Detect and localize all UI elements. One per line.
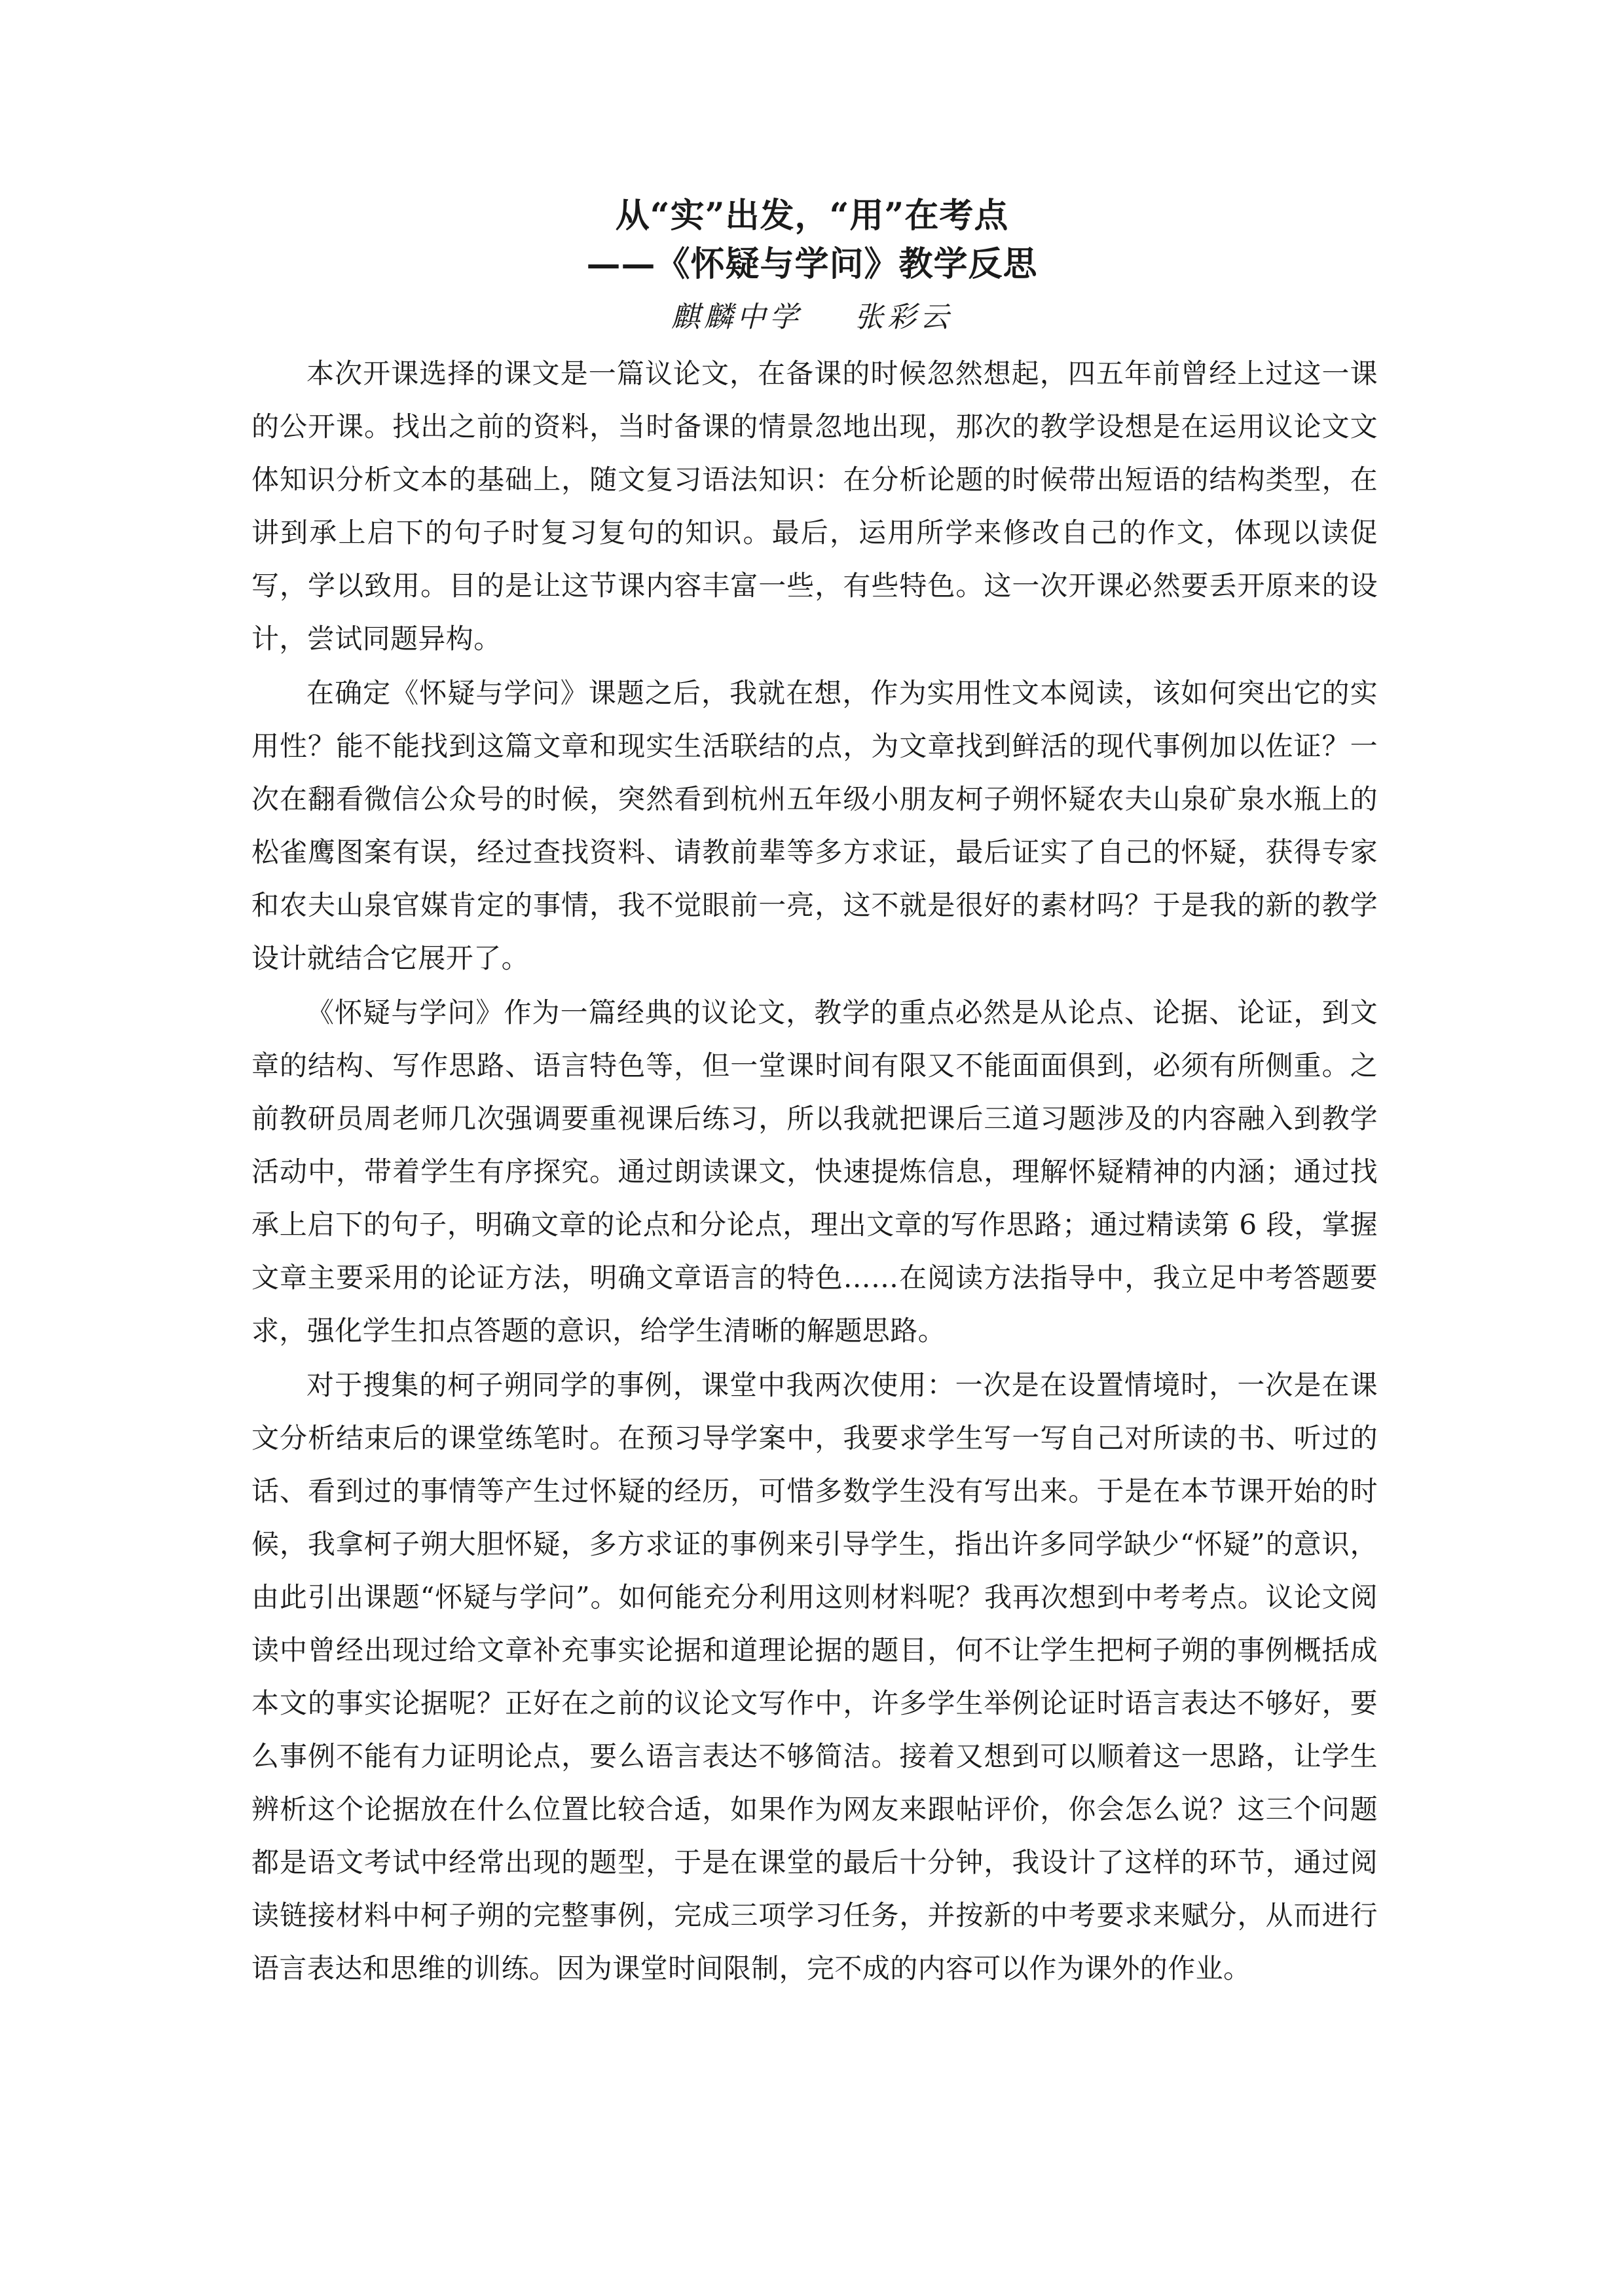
byline [0, 298, 1624, 337]
paragraph-1: 本次开课选择的课文是一篇议论文，在备课的时候忽然想起，四五年前曾经上过这一课的公开课。找出之前的资料，当时备课的情景忽地出现，那次的教学设想是在运用议论文文体知识分析文本的基础上，随文复习语法知识：在分析论题的时候带出短语的结构类型，在讲到承上启下的句子时复习复句的知识。最后，运用所学来修改自己的作文，体现以读促写，学以致用。目的是让这节课内容丰富一些，有些特色。这一次开课必然要丢开原来的设计，尝试同题异构。 [251, 357, 1378, 655]
page-subtitle: ——《怀疑与学问》教学反思 [586, 244, 1038, 284]
article-body [251, 347, 1378, 1996]
paragraph-4: 对于搜集的柯子朔同学的事例，课堂中我两次使用：一次是在设置情境时，一次是在课文分析结束后的课堂练笔时。在预习导学案中，我要求学生写一写自己对所读的书、听过的话、看到过的事情等产生过怀疑的经历，可惜多数学生没有写出来。于是在本节课开始的时候，我拿柯子朔大胆怀疑，多方求证的事例来引导学生，指出许多同学缺少“怀疑”的意识，由此引出课题“怀疑与学问”。如何能充分利用这则材料呢？我再次想到中考考点。议论文阅读中曾经出现过给文章补充事实论据和道理论据的题目，何不让学生把柯子朔的事例概括成本文的事实论据呢？正好在之前的议论文写作中，许多学生举例论证时语言表达不够好，要么事例不能有力证明论点，要么语言表达不够简洁。接着又想到可以顺着这一思路，让学生辨析这个论据放在什么位置比较合适，如果作为网友来跟帖评价，你会怎么说？这三个问题都是语文考试中经常出现的题型，于是在课堂的最后十分钟，我设计了这样的环节，通过阅读链接材料中柯子朔的完整事例，完成三项学习任务，并按新的中考要求来赋分，从而进行语言表达和思维的训练。因为课堂时间限制，完不成的内容可以作为课外的作业。 [251, 1369, 1378, 1984]
paragraph-3: 《怀疑与学问》作为一篇经典的议论文，教学的重点必然是从论点、论据、论证，到文章的结构、写作思路、语言特色等，但一堂课时间有限又不能面面俱到，必须有所侧重。之前教研员周老师几次强调要重视课后练习，所以我就把课后三道习题涉及的内容融入到教学活动中，带着学生有序探究。通过朗读课文，快速提炼信息，理解怀疑精神的内涵；通过找承上启下的句子，明确文章的论点和分论点，理出文章的写作思路；通过精读第 6 段，掌握文章主要采用的论证方法，明确文章语言的特色……在阅读方法指导中，我立足中考答题要求，强化学生扣点答题的意识，给学生清晰的解题思路。 [251, 996, 1378, 1347]
page-title: 从“实”出发，“用”在考点 [615, 196, 1009, 236]
school-name: 麒麟中学 [671, 301, 802, 334]
paragraph-2: 在确定《怀疑与学问》课题之后，我就在想，作为实用性文本阅读，该如何突出它的实用性？能不能找到这篇文章和现实生活联结的点，为文章找到鲜活的现代事例加以佐证？一次在翻看微信公众号的时候，突然看到杭州五年级小朋友柯子朔怀疑农夫山泉矿泉水瓶上的松雀鹰图案有误，经过查找资料、请教前辈等多方求证，最后证实了自己的怀疑，获得专家和农夫山泉官媒肯定的事情，我不觉眼前一亮，这不就是很好的素材吗？于是我的新的教学设计就结合它展开了。 [251, 677, 1378, 974]
author-name: 张彩云 [855, 301, 953, 334]
